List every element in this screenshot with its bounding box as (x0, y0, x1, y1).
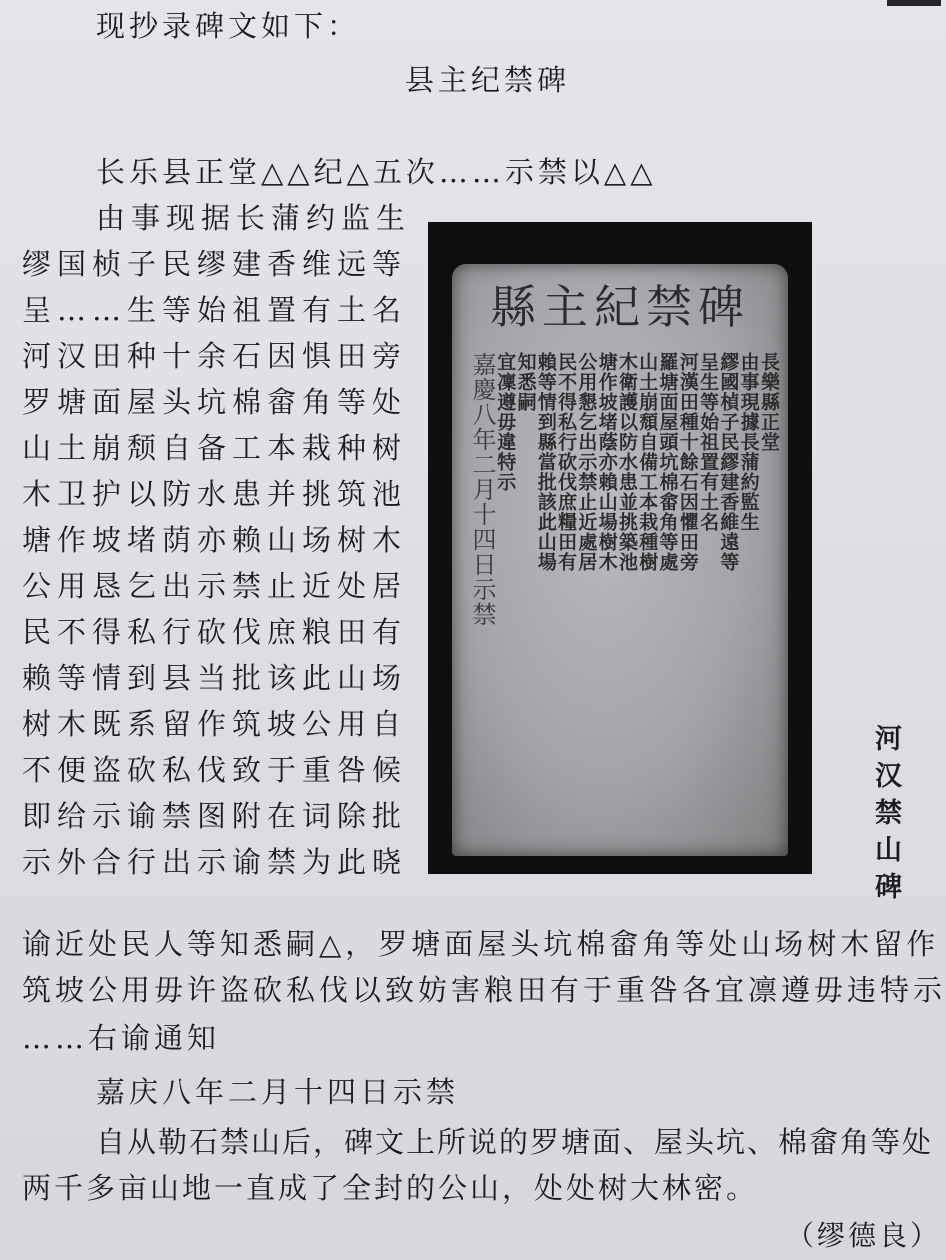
stele-column: 宜凜遵毋違特示 (494, 352, 517, 492)
column-line: 河汉田种十余石因惧田旁 (22, 339, 408, 373)
stele-column: 塘作坡堵蔭亦賴山場樹木 (595, 352, 618, 572)
column-line: 罗塘面屋头坑棉畲角等处 (22, 385, 408, 419)
stele-date-column: 嘉慶八年二月十四日示禁 (468, 352, 496, 627)
stele-column: 公用懇乞出示禁止近處居 (575, 352, 598, 572)
column-line: 树木既系留作筑坡公用自 (22, 707, 408, 741)
stele-column: 木衛護以防水患並挑築池 (615, 352, 638, 572)
stele-stone (452, 264, 788, 856)
stele-title: 縣主紀禁碑 (490, 280, 750, 334)
stele-photo (428, 222, 812, 874)
stele-column: 長樂縣正堂 (757, 352, 780, 452)
column-line: 由事现据长蒲约监生 (96, 201, 412, 235)
column-line: 木卫护以防水患并挑筑池 (22, 477, 408, 511)
stele-column: 呈生等始祖置有土名 (697, 352, 720, 532)
stele-column: 民不得私行砍伐庶糧田有 (555, 352, 578, 572)
stele-column: 山土崩頹自備工本栽種樹 (636, 352, 659, 572)
stele-column: 羅塘面屋頭坑棉畲角等處 (656, 352, 679, 572)
stele-column: 由事現據長蒲約監生 (737, 352, 760, 532)
full-line: 筑坡公用毋许盗砍私伐以致妨害粮田有于重咎各宜凛遵毋违特示 (22, 973, 946, 1007)
column-line: 即给示谕禁图附在词除批 (22, 799, 408, 833)
column-line: 赖等情到县当批该此山场 (22, 661, 408, 695)
column-line: 不便盗砍私伐致于重咎候 (22, 753, 408, 787)
author-credit: （缪德良） (786, 1219, 942, 1252)
column-line: 山土崩颓自备工本栽种树 (22, 431, 408, 465)
column-line: 公用恳乞出示禁止近处居 (22, 569, 408, 603)
heading: 县主纪禁碑 (405, 63, 571, 97)
column-line: 呈……生等始祖置有土名 (22, 293, 408, 327)
date-line: 嘉庆八年二月十四日示禁 (96, 1075, 460, 1109)
full-line: ……右谕通知 (22, 1021, 221, 1055)
intro-text: 现抄录碑文如下： (96, 9, 361, 43)
first-line: 长乐县正堂△△纪△五次……示禁以△△ (96, 155, 657, 189)
stele-column: 賴等情到縣當批該此山場 (534, 352, 557, 572)
closing-line: 两千多亩山地一直成了全封的公山，处处树大林密。 (22, 1171, 759, 1205)
column-line: 示外合行出示谕禁为此晓 (22, 845, 408, 879)
column-line: 塘作坡堵荫亦赖山场树木 (22, 523, 408, 557)
stele-column: 繆國楨子民繆建香維遠等 (717, 352, 740, 572)
page-corner-mark (887, 0, 941, 6)
column-line: 民不得私行砍伐庶粮田有 (22, 615, 408, 649)
stele-inscription (470, 352, 778, 816)
full-line: 谕近处民人等知悉嗣△，罗塘面屋头坑棉畲角等处山场树木留作 (22, 927, 940, 961)
column-line: 缪国桢子民缪建香维远等 (22, 247, 408, 281)
stele-column: 河漢田種十餘石因懼田旁 (676, 352, 699, 572)
closing-line: 自从勒石禁山后，碑文上所说的罗塘面、屋头坑、棉畲角等处 (96, 1125, 934, 1159)
photo-caption: 河汉禁山碑 (870, 724, 901, 909)
stele-column: 知悉嗣 (514, 352, 537, 412)
